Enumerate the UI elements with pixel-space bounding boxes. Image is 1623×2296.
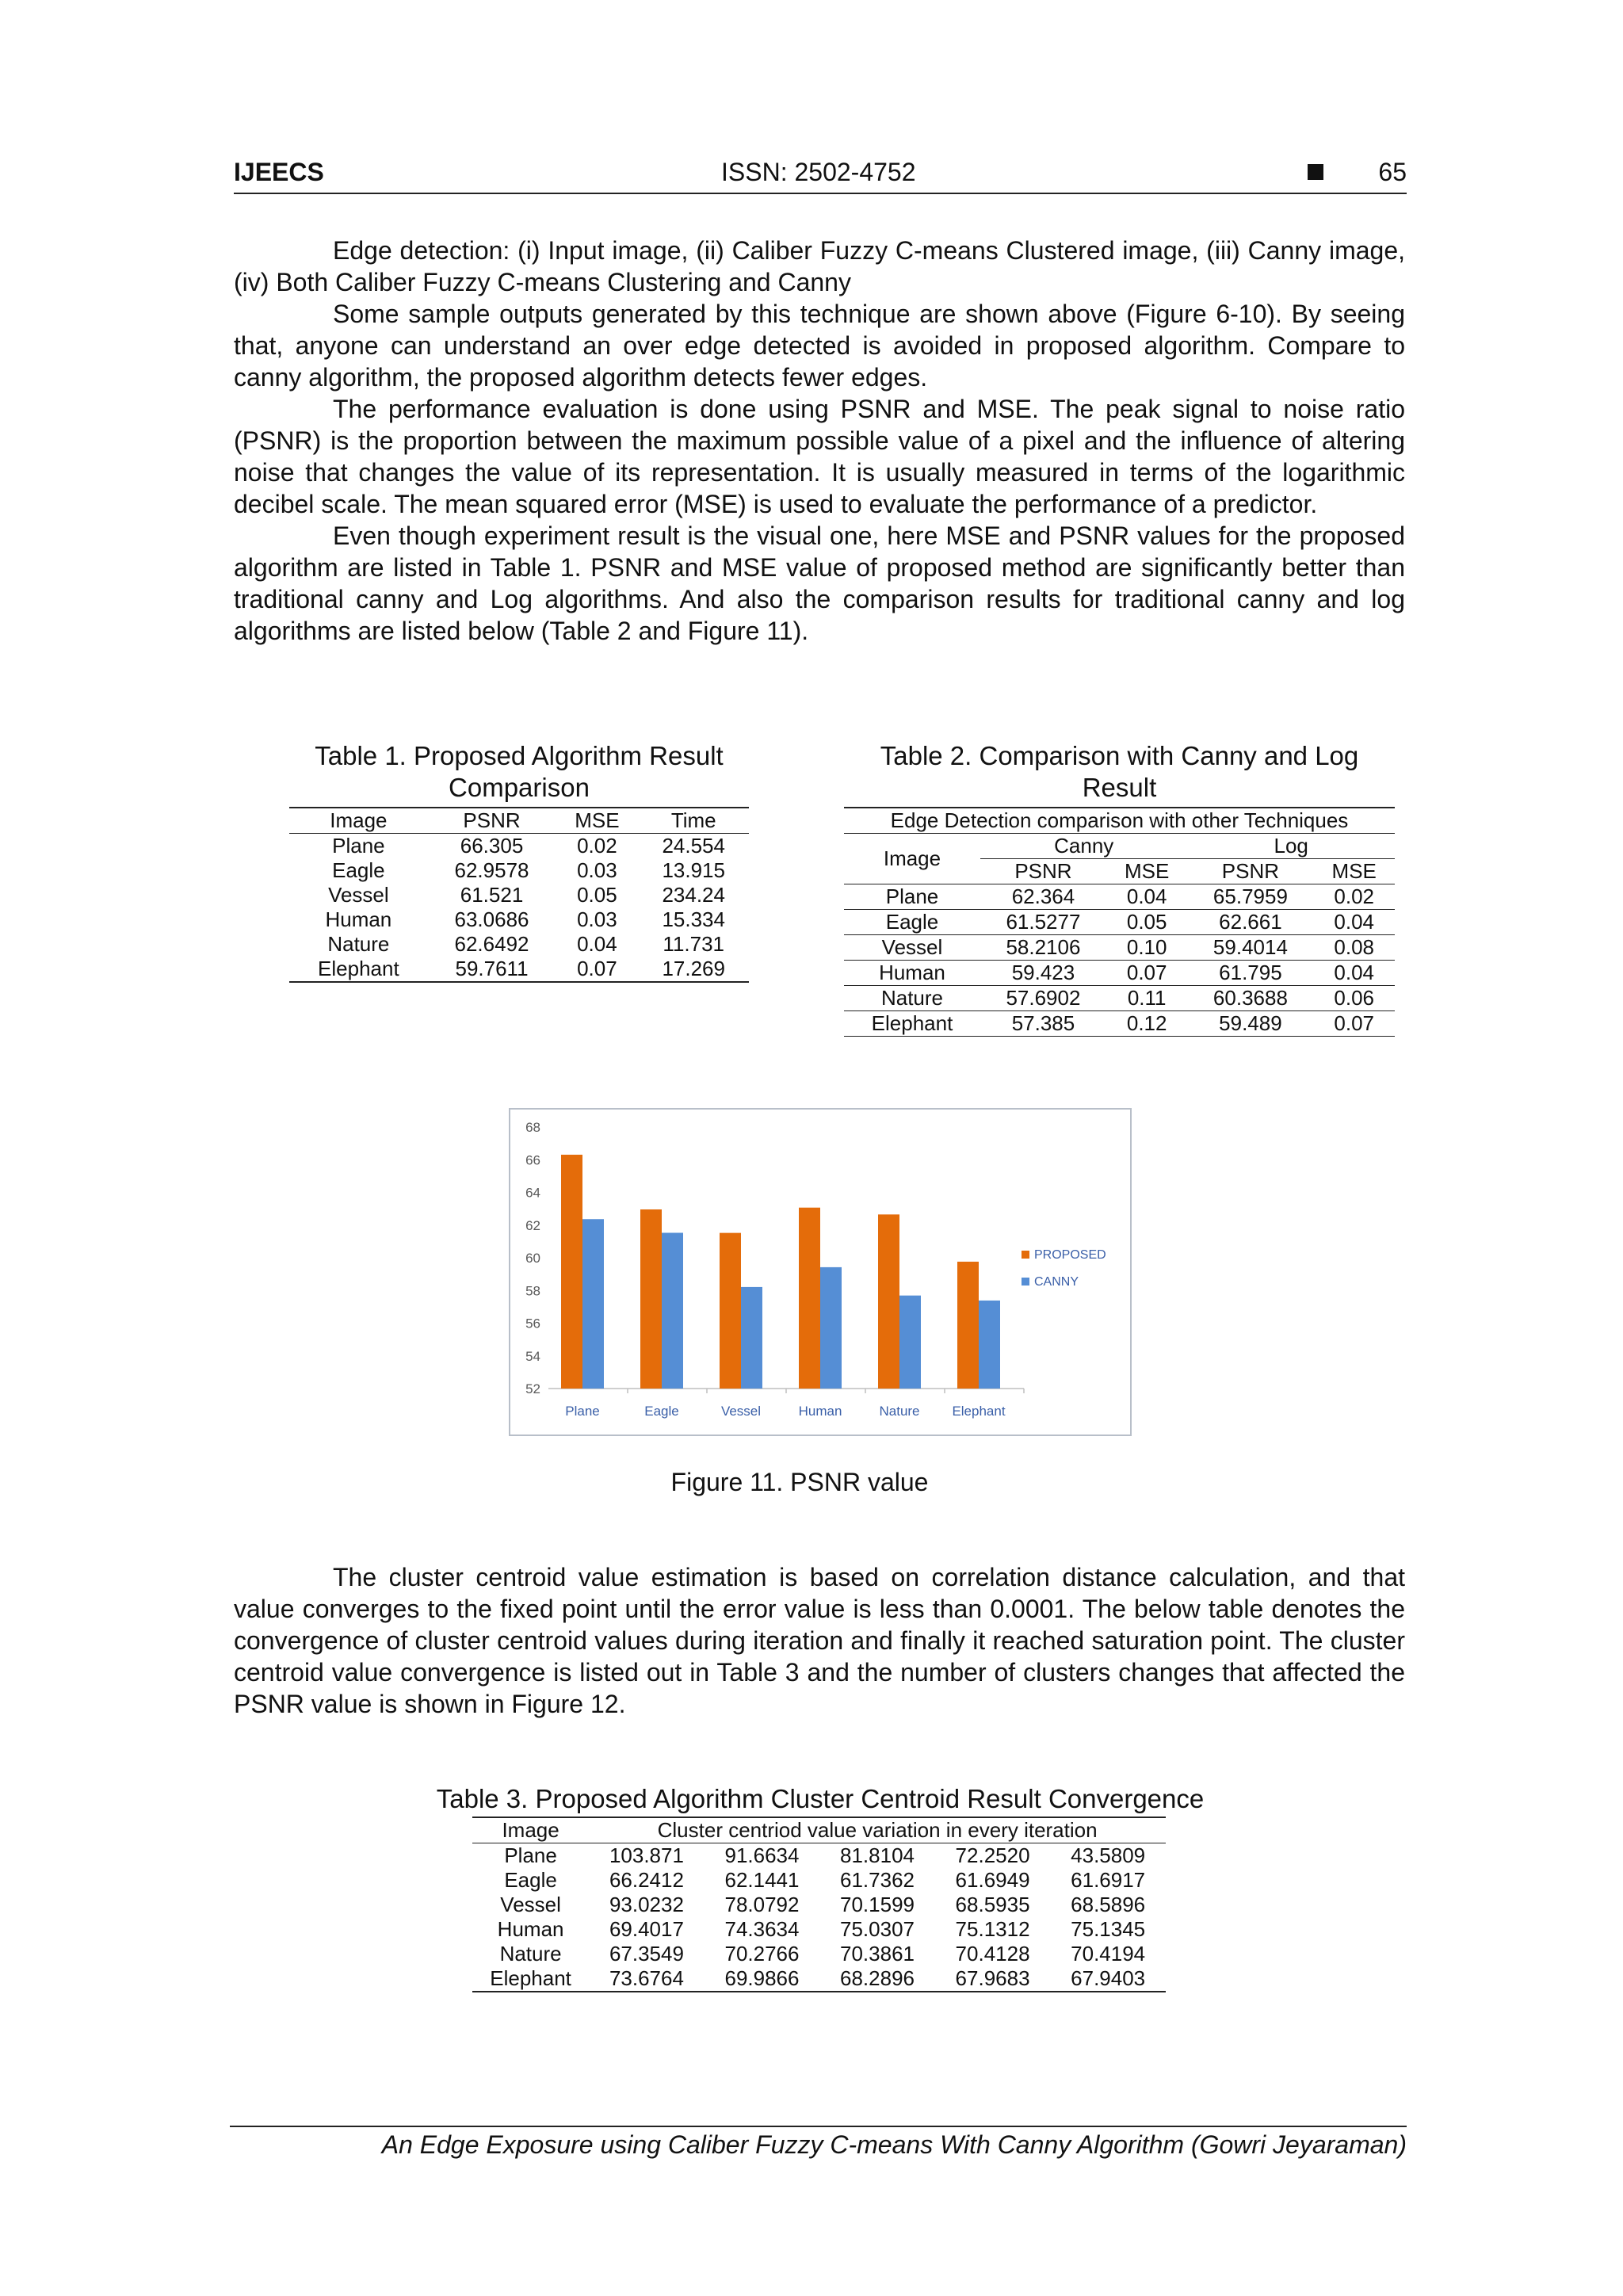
bar-canny-human <box>820 1267 842 1389</box>
table-cell: Eagle <box>332 858 385 882</box>
table-1 <box>289 807 749 983</box>
table-3-row <box>472 1942 1166 1966</box>
table-cell: Plane <box>332 834 385 858</box>
table-cell: 0.11 <box>1106 986 1188 1011</box>
table-cell: 59.489 <box>1187 1011 1313 1037</box>
table-cell: Elephant <box>844 1011 980 1037</box>
table-cell: Human <box>325 907 392 931</box>
table-1-row <box>289 858 749 883</box>
legend-label-proposed: PROPOSED <box>1034 1248 1106 1262</box>
table-cell: 0.02 <box>577 834 617 858</box>
paragraph-cluster-centroid: The cluster centroid value estimation is based on correlation distance calculation, and that value converges to the fixed point until the error value is less than 0.0001. The below table denotes the convergence of cluster centroid values during iteration and finally it reached saturation point. The cluster centroid value convergence is listed out in Table 3 and the number of clusters changes that affected the PSNR value is shown in Figure 12. <box>234 1563 1405 1718</box>
table-cell: 0.07 <box>1106 961 1188 986</box>
table-cell: Nature <box>327 932 390 956</box>
body-text-bottom <box>234 1561 1405 1720</box>
table-2-caption: Table 2. Comparison with Canny and Log Result <box>880 741 1359 802</box>
bar-proposed-elephant <box>957 1262 979 1389</box>
bar-canny-plane <box>582 1219 604 1389</box>
bar-proposed-nature <box>878 1214 899 1389</box>
table-cell: 81.8104 <box>840 1843 915 1867</box>
table-cell: 13.915 <box>662 858 725 882</box>
table-cell: 63.0686 <box>454 907 529 931</box>
x-tick-label: Human <box>798 1404 842 1419</box>
table-2-subheader: MSE <box>1313 859 1395 884</box>
table-cell: 91.6634 <box>724 1843 800 1867</box>
table-cell: 59.4014 <box>1187 935 1313 961</box>
table-cell: 59.7611 <box>428 957 556 982</box>
table-3-block <box>412 1783 1228 1992</box>
issn: ISSN: 2502-4752 <box>721 158 916 186</box>
table-cell: 68.5935 <box>955 1893 1030 1916</box>
table-2-row <box>844 1011 1395 1037</box>
table-cell: 69.9866 <box>705 1966 820 1992</box>
table-cell: Vessel <box>500 1893 561 1916</box>
bar-canny-vessel <box>741 1287 762 1389</box>
x-tick-label: Elephant <box>952 1404 1006 1419</box>
table-cell: 75.0307 <box>840 1917 915 1941</box>
table-cell: 62.1441 <box>724 1868 800 1892</box>
table-cell: 70.2766 <box>724 1942 800 1966</box>
table-2-subheader: PSNR <box>980 859 1106 884</box>
table-3-caption: Table 3. Proposed Algorithm Cluster Centroid Result Convergence <box>436 1784 1205 1813</box>
table-cell: 68.2896 <box>819 1966 935 1992</box>
table-cell: 0.03 <box>577 907 617 931</box>
y-tick-label: 60 <box>525 1251 540 1266</box>
table-cell: 0.05 <box>1106 910 1188 935</box>
legend-label-canny: CANNY <box>1034 1275 1079 1289</box>
table-cell: 57.6902 <box>980 986 1106 1011</box>
page-number: 65 <box>1378 158 1407 186</box>
table-1-block <box>289 740 749 983</box>
table-cell: Nature <box>499 1942 562 1966</box>
page-footer <box>230 2126 1407 2159</box>
table-cell: 62.9578 <box>454 858 529 882</box>
table-cell: 73.6764 <box>589 1966 705 1992</box>
table-1-row <box>289 883 749 907</box>
paragraph-sample-outputs: Some sample outputs generated by this technique are shown above (Figure 6-10). By seeing that, anyone can understand an over edge detected is avoided in proposed algorithm. Compare to canny algorithm, the proposed algorithm detects fewer edges. <box>234 300 1405 392</box>
table-cell: 58.2106 <box>980 935 1106 961</box>
table-cell: 0.10 <box>1106 935 1188 961</box>
table-3-row <box>472 1917 1166 1942</box>
table-cell: 61.6949 <box>955 1868 1030 1892</box>
table-cell: 62.6492 <box>454 932 529 956</box>
table-2-row <box>844 986 1395 1011</box>
table-cell: 0.02 <box>1313 884 1395 910</box>
table-3-row <box>472 1868 1166 1893</box>
table-cell: Plane <box>504 1843 557 1867</box>
table-cell: 57.385 <box>980 1011 1106 1037</box>
table-1-row <box>289 932 749 957</box>
table-cell: Nature <box>844 986 980 1011</box>
table-cell: 0.04 <box>1313 910 1395 935</box>
table-cell: Plane <box>844 884 980 910</box>
table-cell: 78.0792 <box>724 1893 800 1916</box>
legend-swatch-proposed <box>1022 1251 1029 1259</box>
body-text-top <box>234 235 1405 647</box>
bar-canny-eagle <box>662 1232 683 1389</box>
table-cell: 61.5277 <box>980 910 1106 935</box>
table-cell: 11.731 <box>663 932 725 956</box>
table-2 <box>844 807 1395 1037</box>
table-cell: Vessel <box>844 935 980 961</box>
x-tick-label: Eagle <box>644 1404 679 1419</box>
y-tick-label: 52 <box>525 1381 540 1396</box>
table-cell: 61.795 <box>1187 961 1313 986</box>
table-1-row <box>289 834 749 859</box>
bar-proposed-human <box>799 1208 820 1389</box>
table-cell: 68.5896 <box>1071 1893 1146 1916</box>
table-cell: 103.871 <box>609 1843 684 1867</box>
x-tick-label: Nature <box>879 1404 920 1419</box>
table-cell: 17.269 <box>638 957 749 982</box>
table-cell: Elephant <box>472 1966 589 1992</box>
table-cell: 69.4017 <box>609 1917 684 1941</box>
table-1-row <box>289 907 749 932</box>
bar-proposed-vessel <box>720 1233 741 1389</box>
square-bullet-icon <box>1308 164 1323 180</box>
table-1-header: Time <box>638 808 749 834</box>
table-2-block <box>844 740 1395 1037</box>
y-tick-label: 62 <box>525 1217 540 1233</box>
table-cell: Human <box>497 1917 564 1941</box>
table-cell: 0.07 <box>1313 1011 1395 1037</box>
y-tick-label: 58 <box>525 1283 540 1299</box>
legend-swatch-canny <box>1022 1278 1029 1286</box>
table-2-subheader: MSE <box>1106 859 1188 884</box>
x-tick-label: Plane <box>565 1404 600 1419</box>
table-2-row <box>844 884 1395 910</box>
journal-name: IJEECS <box>234 158 324 186</box>
table-1-row <box>289 957 749 982</box>
table-1-header: Image <box>289 808 428 834</box>
table-cell: 67.9683 <box>935 1966 1051 1992</box>
psnr-bar-chart <box>510 1110 1130 1435</box>
table-cell: 0.12 <box>1106 1011 1188 1037</box>
table-cell: 70.4128 <box>955 1942 1030 1966</box>
table-cell: 74.3634 <box>724 1917 800 1941</box>
y-tick-label: 64 <box>525 1185 540 1201</box>
table-cell: 24.554 <box>662 834 725 858</box>
table-cell: 61.521 <box>460 883 524 907</box>
table-cell: 0.04 <box>577 932 617 956</box>
table-2-log-header: Log <box>1187 834 1395 859</box>
table-cell: 0.05 <box>577 883 617 907</box>
table-2-row <box>844 935 1395 961</box>
table-2-image-header: Image <box>844 834 980 884</box>
table-cell: 93.0232 <box>609 1893 684 1916</box>
paragraph-results: Even though experiment result is the visual one, here MSE and PSNR values for the proposed algorithm are listed in Table 1. PSNR and MSE value of proposed method are significantly better than traditional canny and Log algorithms. And also the comparison results for traditional canny and log algorithms are listed below (Table 2 and Figure 11). <box>234 521 1405 645</box>
table-cell: 15.334 <box>662 907 725 931</box>
table-cell: 66.2412 <box>609 1868 684 1892</box>
bar-canny-elephant <box>979 1301 1000 1389</box>
table-cell: 0.08 <box>1313 935 1395 961</box>
table-1-caption: Table 1. Proposed Algorithm Result Comparison <box>315 741 724 802</box>
y-tick-label: 54 <box>525 1348 540 1364</box>
table-cell: 0.04 <box>1313 961 1395 986</box>
table-cell: 75.1345 <box>1071 1917 1146 1941</box>
bar-proposed-plane <box>561 1155 582 1389</box>
table-1-header: MSE <box>556 808 638 834</box>
table-cell: 62.661 <box>1187 910 1313 935</box>
table-cell: 70.3861 <box>840 1942 915 1966</box>
table-cell: 67.3549 <box>609 1942 684 1966</box>
x-tick-label: Vessel <box>720 1404 762 1419</box>
table-cell: 60.3688 <box>1187 986 1313 1011</box>
paragraph-figure-caption: Edge detection: (i) Input image, (ii) Caliber Fuzzy C-means Clustered image, (iii) Canny image, (iv) Both Caliber Fuzzy C-means Clustering and Canny <box>234 236 1405 296</box>
table-cell: Human <box>844 961 980 986</box>
paragraph-performance: The performance evaluation is done using PSNR and MSE. The peak signal to noise ratio (PSNR) is the proportion between the maximum possible value of a pixel and the influence of altering noise that changes the value of its representation. It is usually measured in terms of the logarithmic decibel scale. The mean squared error (MSE) is used to evaluate the performance of a predictor. <box>234 395 1405 518</box>
page-header <box>234 155 1407 194</box>
footer-title: An Edge Exposure using Caliber Fuzzy C-means With Canny Algorithm (Gowri Jeyaraman) <box>381 2130 1407 2159</box>
figure-11-caption: Figure 11. PSNR value <box>670 1468 929 1496</box>
figure-11 <box>509 1108 1132 1436</box>
table-cell: 0.03 <box>577 858 617 882</box>
bar-proposed-eagle <box>640 1209 662 1389</box>
table-3-row <box>472 1843 1166 1869</box>
bar-canny-nature <box>899 1296 921 1389</box>
table-3-row <box>472 1893 1166 1917</box>
table-2-title: Edge Detection comparison with other Techniques <box>844 808 1395 834</box>
table-cell: 72.2520 <box>955 1843 1030 1867</box>
table-cell: 65.7959 <box>1187 884 1313 910</box>
table-cell: 62.364 <box>980 884 1106 910</box>
table-2-row <box>844 961 1395 986</box>
table-cell: 70.4194 <box>1071 1942 1146 1966</box>
table-cell: Eagle <box>844 910 980 935</box>
table-1-header: PSNR <box>428 808 556 834</box>
table-cell: 0.06 <box>1313 986 1395 1011</box>
table-3-image-header: Image <box>472 1817 589 1843</box>
table-3 <box>472 1817 1166 1992</box>
y-tick-label: 66 <box>525 1152 540 1168</box>
table-cell: 70.1599 <box>840 1893 915 1916</box>
table-cell: 234.24 <box>662 883 725 907</box>
table-cell: Vessel <box>328 883 389 907</box>
y-tick-label: 68 <box>525 1120 540 1135</box>
table-cell: 67.9403 <box>1050 1966 1166 1992</box>
table-cell: 61.7362 <box>840 1868 915 1892</box>
table-cell: 0.04 <box>1106 884 1188 910</box>
table-cell: 66.305 <box>460 834 524 858</box>
table-cell: 75.1312 <box>955 1917 1030 1941</box>
y-tick-label: 56 <box>525 1316 540 1331</box>
table-cell: Eagle <box>504 1868 557 1892</box>
table-3-row <box>472 1966 1166 1992</box>
table-cell: 61.6917 <box>1071 1868 1146 1892</box>
table-3-span-header: Cluster centriod value variation in every iteration <box>589 1817 1166 1843</box>
table-cell: 59.423 <box>980 961 1106 986</box>
table-2-subheader: PSNR <box>1187 859 1313 884</box>
table-cell: 0.07 <box>556 957 638 982</box>
table-cell: 43.5809 <box>1071 1843 1146 1867</box>
table-cell: Elephant <box>289 957 428 982</box>
table-2-row <box>844 910 1395 935</box>
table-2-canny-header: Canny <box>980 834 1187 859</box>
